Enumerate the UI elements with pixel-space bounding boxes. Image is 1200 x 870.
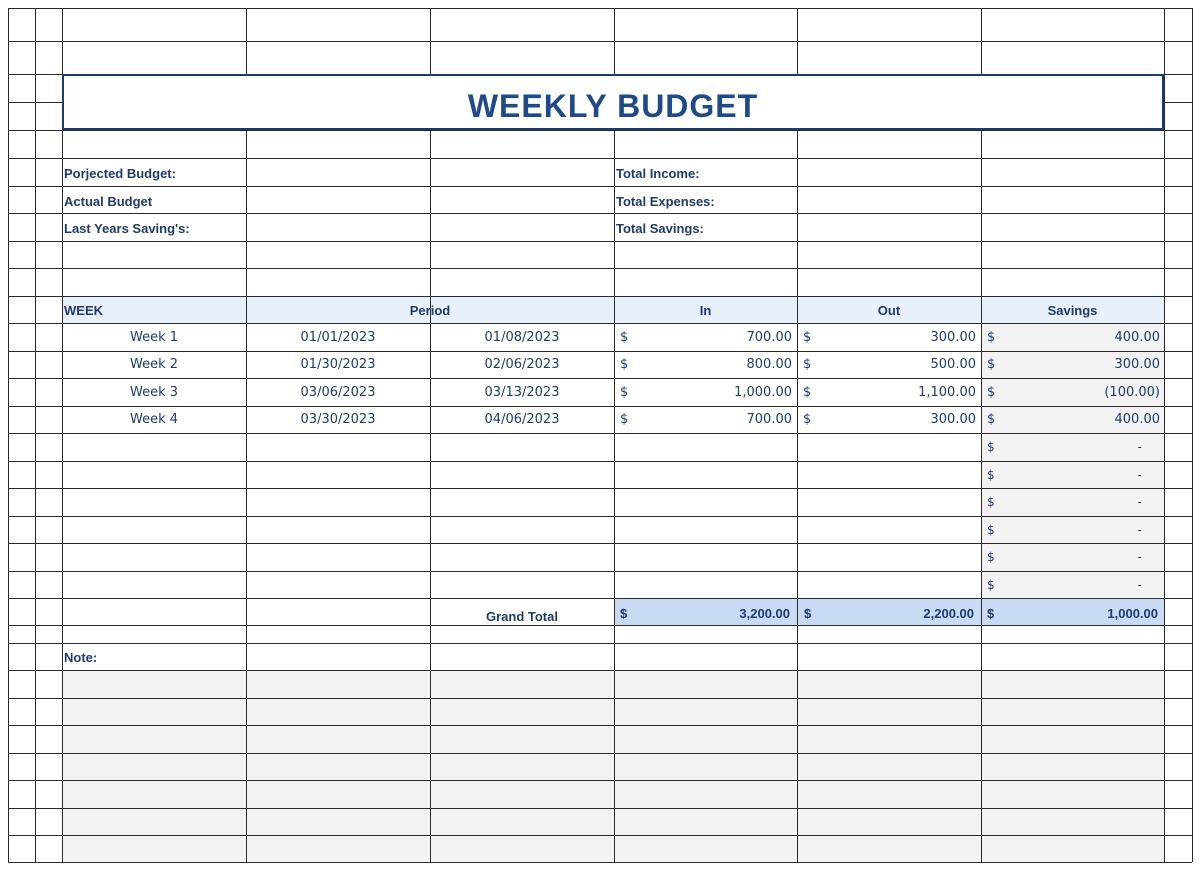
grid-hline — [8, 41, 1192, 42]
grid-hline — [8, 323, 1192, 324]
grid-hline — [8, 268, 1192, 269]
row-period-start: 03/30/2023 — [300, 412, 376, 427]
empty-savings-value: - — [1137, 523, 1142, 537]
grid-hline — [8, 625, 1192, 626]
page-title: WEEKLY BUDGET — [467, 88, 759, 124]
grid-hline — [8, 433, 1192, 434]
grand-total-label: Grand Total — [486, 609, 558, 624]
row-savings: 400.00 — [1114, 330, 1160, 345]
row-in: 800.00 — [746, 357, 792, 372]
grid-hline — [8, 780, 1192, 781]
note-label: Note: — [64, 650, 98, 665]
row-savings-currency: $ — [987, 412, 996, 427]
row-out: 300.00 — [930, 412, 976, 427]
grand-total-in: 3,200.00 — [739, 606, 790, 621]
grid-hline — [8, 862, 1192, 863]
grid-hline — [8, 296, 1192, 297]
row-period-start: 03/06/2023 — [300, 385, 376, 400]
row-savings-currency: $ — [987, 330, 996, 345]
grid-hline — [8, 643, 1192, 644]
row-out-currency: $ — [803, 385, 812, 400]
projected-budget-label: Porjected Budget: — [64, 166, 176, 181]
row-out: 500.00 — [930, 357, 976, 372]
grid-vline — [35, 8, 36, 862]
total-savings-label: Total Savings: — [616, 221, 704, 236]
last-years-savings-label: Last Years Saving's: — [64, 221, 190, 236]
grid-hline — [8, 186, 1192, 187]
row-week: Week 4 — [129, 412, 179, 427]
row-out: 300.00 — [930, 330, 976, 345]
grid-hline — [8, 598, 1192, 599]
grid-hline — [8, 516, 1192, 517]
row-savings: (100.00) — [1104, 385, 1160, 400]
title-box — [62, 74, 1164, 130]
grid-hline — [8, 725, 1192, 726]
grid-hline — [8, 130, 1192, 131]
row-in: 1,000.00 — [734, 385, 792, 400]
row-week: Week 2 — [129, 357, 179, 372]
grid-hline — [8, 488, 1192, 489]
row-savings: 400.00 — [1114, 412, 1160, 427]
grid-hline — [8, 543, 1192, 544]
row-period-start: 01/30/2023 — [300, 357, 376, 372]
grid-hline — [8, 670, 1192, 671]
grid-vline — [981, 8, 982, 862]
grid-hline — [8, 461, 1192, 462]
row-in: 700.00 — [746, 330, 792, 345]
row-week: Week 1 — [129, 330, 179, 345]
row-period-end: 02/06/2023 — [484, 357, 560, 372]
actual-budget-label: Actual Budget — [64, 194, 153, 209]
grand-total-in-currency: $ — [620, 606, 628, 621]
row-period-end: 04/06/2023 — [484, 412, 560, 427]
empty-savings-currency: $ — [987, 578, 995, 592]
grand-total-out: 2,200.00 — [923, 606, 974, 621]
grid-hline — [8, 406, 1192, 407]
row-period-end: 01/08/2023 — [484, 330, 560, 345]
grid-hline — [8, 808, 1192, 809]
grid-hline — [8, 158, 1192, 159]
empty-savings-currency: $ — [987, 468, 995, 482]
grid-hline — [8, 351, 1192, 352]
header-out: Out — [877, 303, 901, 318]
row-period-end: 03/13/2023 — [484, 385, 560, 400]
grid-hline — [8, 753, 1192, 754]
row-out: 1,100.00 — [918, 385, 976, 400]
empty-savings-value: - — [1137, 468, 1142, 482]
row-in: 700.00 — [746, 412, 792, 427]
row-week: Week 3 — [129, 385, 179, 400]
row-out-currency: $ — [803, 412, 812, 427]
grid-hline — [8, 378, 1192, 379]
grid-vline — [62, 8, 63, 862]
header-period: Period — [409, 303, 451, 318]
empty-savings-currency: $ — [987, 523, 995, 537]
grid-hline — [8, 8, 1192, 9]
grid-vline — [614, 8, 615, 862]
grid-vline — [430, 8, 431, 862]
empty-savings-currency: $ — [987, 495, 995, 509]
row-savings: 300.00 — [1114, 357, 1160, 372]
grand-total-savings-currency: $ — [987, 606, 995, 621]
grand-total-out-currency: $ — [804, 606, 812, 621]
grid-vline — [797, 8, 798, 862]
row-savings-currency: $ — [987, 357, 996, 372]
row-period-start: 01/01/2023 — [300, 330, 376, 345]
header-in: In — [699, 303, 712, 318]
grand-total-savings: 1,000.00 — [1107, 606, 1158, 621]
row-in-currency: $ — [620, 412, 629, 427]
grid-vline — [1164, 8, 1165, 862]
empty-savings-value: - — [1137, 440, 1142, 454]
grid-hline — [8, 213, 1192, 214]
empty-savings-currency: $ — [987, 550, 995, 564]
empty-savings-value: - — [1137, 550, 1142, 564]
total-expenses-label: Total Expenses: — [616, 194, 715, 209]
row-in-currency: $ — [620, 330, 629, 345]
grid-vline — [8, 8, 9, 862]
header-savings: Savings — [1047, 303, 1098, 318]
row-in-currency: $ — [620, 385, 629, 400]
grid-hline — [8, 241, 1192, 242]
grid-hline — [8, 698, 1192, 699]
grid-hline — [8, 835, 1192, 836]
empty-savings-value: - — [1137, 495, 1142, 509]
grid-hline — [8, 571, 1192, 572]
row-in-currency: $ — [620, 357, 629, 372]
grid-vline — [246, 8, 247, 862]
empty-savings-value: - — [1137, 578, 1142, 592]
empty-savings-currency: $ — [987, 440, 995, 454]
row-out-currency: $ — [803, 357, 812, 372]
row-out-currency: $ — [803, 330, 812, 345]
total-income-label: Total Income: — [616, 166, 700, 181]
row-savings-currency: $ — [987, 385, 996, 400]
grid-vline — [1192, 8, 1193, 862]
header-week: WEEK — [64, 303, 103, 318]
